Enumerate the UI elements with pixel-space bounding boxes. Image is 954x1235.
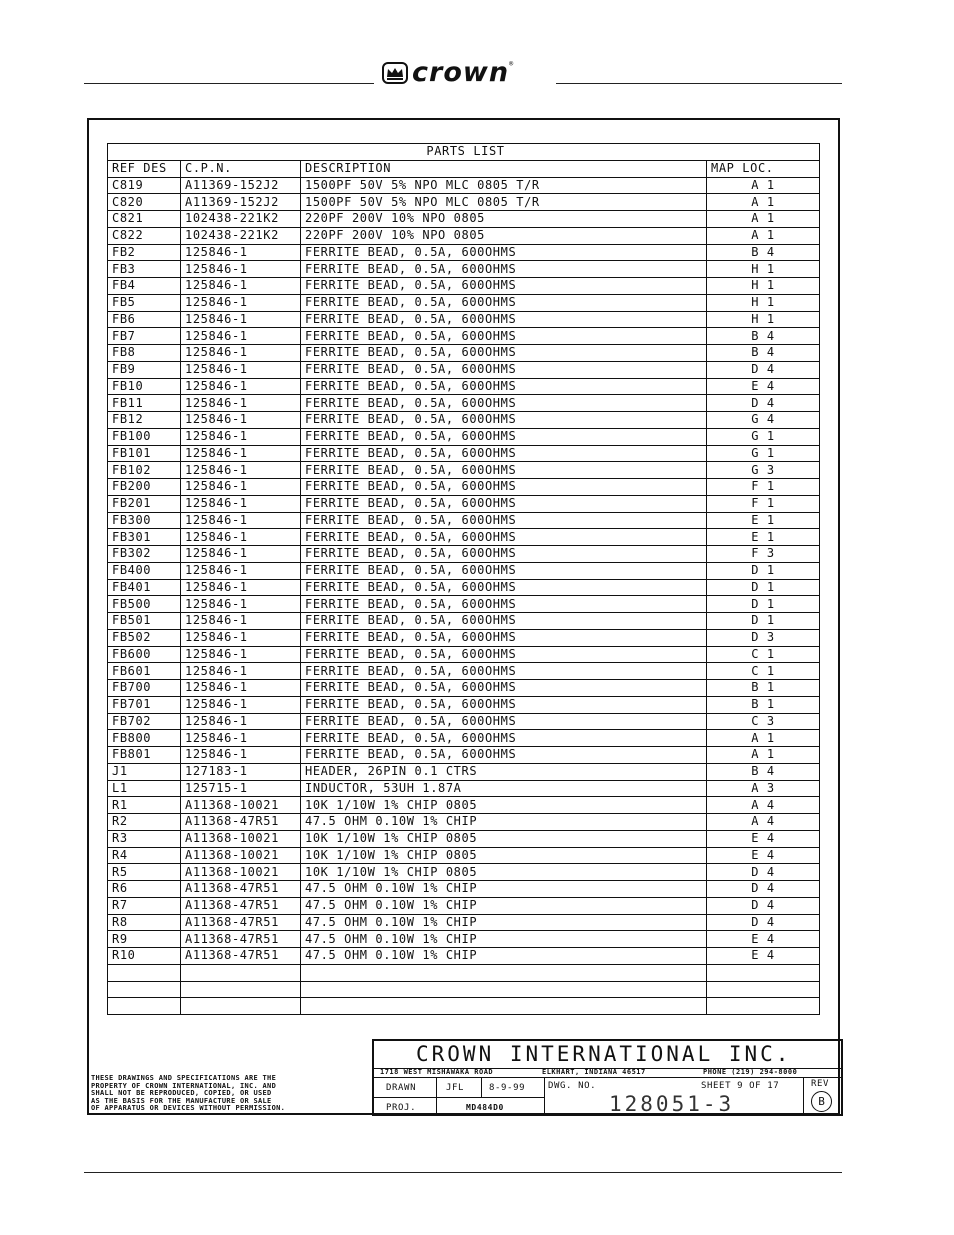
map-loc-cell: E 1 xyxy=(707,512,820,529)
table-row xyxy=(108,445,820,462)
map-loc-cell: G 4 xyxy=(707,412,820,429)
map-loc-cell: B 4 xyxy=(707,244,820,261)
ref-des-cell: C822 xyxy=(108,227,181,244)
cpn-cell: A11368-47R51 xyxy=(181,914,301,931)
description-cell: INDUCTOR, 53UH 1.87A xyxy=(301,780,707,797)
cpn-cell: 125846-1 xyxy=(181,646,301,663)
cpn-cell: A11368-47R51 xyxy=(181,814,301,831)
ref-des-cell: FB200 xyxy=(108,479,181,496)
cpn-cell: A11368-10021 xyxy=(181,797,301,814)
map-loc-cell: D 4 xyxy=(707,395,820,412)
cpn-cell: 125846-1 xyxy=(181,629,301,646)
map-loc-cell: B 1 xyxy=(707,680,820,697)
dwg-no-label: DWG. NO. xyxy=(548,1081,597,1091)
map-loc-cell xyxy=(707,964,820,981)
table-row xyxy=(108,931,820,948)
cpn-cell: 125846-1 xyxy=(181,311,301,328)
company-city: ELKHART, INDIANA 46517 xyxy=(542,1068,646,1076)
column-header-cpn: C.P.N. xyxy=(181,160,301,177)
footer-rule xyxy=(84,1172,842,1173)
table-row xyxy=(108,830,820,847)
map-loc-cell: D 1 xyxy=(707,579,820,596)
ref-des-cell: R3 xyxy=(108,830,181,847)
ref-des-cell: FB302 xyxy=(108,546,181,563)
ref-des-cell: FB500 xyxy=(108,596,181,613)
cpn-cell: 102438-221K2 xyxy=(181,211,301,228)
description-cell: 1500PF 50V 5% NPO MLC 0805 T/R xyxy=(301,177,707,194)
description-cell: FERRITE BEAD, 0.5A, 600OHMS xyxy=(301,696,707,713)
cpn-cell: 125846-1 xyxy=(181,579,301,596)
ref-des-cell: FB701 xyxy=(108,696,181,713)
ref-des-cell: R1 xyxy=(108,797,181,814)
cpn-cell: 125846-1 xyxy=(181,680,301,697)
table-row xyxy=(108,177,820,194)
ref-des-cell: FB601 xyxy=(108,663,181,680)
table-row xyxy=(108,747,820,764)
table-row xyxy=(108,227,820,244)
description-cell: FERRITE BEAD, 0.5A, 600OHMS xyxy=(301,462,707,479)
ref-des-cell: FB501 xyxy=(108,613,181,630)
ref-des-cell: R7 xyxy=(108,897,181,914)
map-loc-cell: G 3 xyxy=(707,462,820,479)
proprietary-notice xyxy=(91,1075,361,1113)
table-row xyxy=(108,981,820,998)
table-row xyxy=(108,328,820,345)
map-loc-cell: D 1 xyxy=(707,613,820,630)
map-loc-cell: E 4 xyxy=(707,931,820,948)
drawing-number: 128051-3 xyxy=(609,1092,735,1116)
table-row xyxy=(108,512,820,529)
description-cell: FERRITE BEAD, 0.5A, 600OHMS xyxy=(301,445,707,462)
description-cell xyxy=(301,964,707,981)
description-cell: FERRITE BEAD, 0.5A, 600OHMS xyxy=(301,345,707,362)
table-row xyxy=(108,596,820,613)
crown-logo xyxy=(382,57,514,88)
map-loc-cell: D 1 xyxy=(707,562,820,579)
cpn-cell: 125846-1 xyxy=(181,713,301,730)
cpn-cell: A11368-47R51 xyxy=(181,897,301,914)
title-block-divider xyxy=(436,1077,437,1097)
drawn-by: JFL xyxy=(446,1083,465,1093)
description-cell: FERRITE BEAD, 0.5A, 600OHMS xyxy=(301,428,707,445)
description-cell: FERRITE BEAD, 0.5A, 600OHMS xyxy=(301,663,707,680)
description-cell: FERRITE BEAD, 0.5A, 600OHMS xyxy=(301,646,707,663)
table-row xyxy=(108,780,820,797)
map-loc-cell: A 4 xyxy=(707,797,820,814)
brand-name: crown xyxy=(412,57,510,88)
ref-des-cell: FB101 xyxy=(108,445,181,462)
description-cell: 1500PF 50V 5% NPO MLC 0805 T/R xyxy=(301,194,707,211)
cpn-cell: 125846-1 xyxy=(181,462,301,479)
description-cell: FERRITE BEAD, 0.5A, 600OHMS xyxy=(301,680,707,697)
cpn-cell: 125846-1 xyxy=(181,663,301,680)
cpn-cell: 125846-1 xyxy=(181,596,301,613)
table-row xyxy=(108,680,820,697)
ref-des-cell: FB8 xyxy=(108,345,181,362)
ref-des-cell: FB100 xyxy=(108,428,181,445)
cpn-cell: 125846-1 xyxy=(181,294,301,311)
description-cell: FERRITE BEAD, 0.5A, 600OHMS xyxy=(301,596,707,613)
table-row xyxy=(108,294,820,311)
parts-list-title: PARTS LIST xyxy=(108,144,820,161)
map-loc-cell: D 1 xyxy=(707,596,820,613)
description-cell: 10K 1/10W 1% CHIP 0805 xyxy=(301,847,707,864)
ref-des-cell: R10 xyxy=(108,948,181,965)
cpn-cell: A11368-47R51 xyxy=(181,948,301,965)
notice-line: SHALL NOT BE REPRODUCED, COPIED, OR USED xyxy=(91,1089,272,1098)
description-cell: FERRITE BEAD, 0.5A, 600OHMS xyxy=(301,730,707,747)
description-cell: FERRITE BEAD, 0.5A, 600OHMS xyxy=(301,512,707,529)
ref-des-cell: FB502 xyxy=(108,629,181,646)
ref-des-cell: R2 xyxy=(108,814,181,831)
map-loc-cell: E 4 xyxy=(707,378,820,395)
table-row xyxy=(108,964,820,981)
cpn-cell: 125846-1 xyxy=(181,445,301,462)
table-row xyxy=(108,646,820,663)
cpn-cell: A11369-152J2 xyxy=(181,177,301,194)
table-row xyxy=(108,479,820,496)
map-loc-cell: C 1 xyxy=(707,646,820,663)
ref-des-cell: R6 xyxy=(108,881,181,898)
ref-des-cell: FB6 xyxy=(108,311,181,328)
cpn-cell: 125846-1 xyxy=(181,278,301,295)
ref-des-cell: FB3 xyxy=(108,261,181,278)
map-loc-cell: D 4 xyxy=(707,881,820,898)
table-row xyxy=(108,763,820,780)
ref-des-cell: R8 xyxy=(108,914,181,931)
map-loc-cell xyxy=(707,981,820,998)
notice-line: THESE DRAWINGS AND SPECIFICATIONS ARE THE xyxy=(91,1074,277,1082)
drawn-date: 8-9-99 xyxy=(489,1083,526,1093)
map-loc-cell: E 4 xyxy=(707,847,820,864)
table-row xyxy=(108,428,820,445)
proj-label: PROJ. xyxy=(386,1103,417,1113)
description-cell: FERRITE BEAD, 0.5A, 600OHMS xyxy=(301,361,707,378)
map-loc-cell: E 4 xyxy=(707,830,820,847)
title-block-divider xyxy=(803,1077,804,1116)
ref-des-cell: FB300 xyxy=(108,512,181,529)
table-row xyxy=(108,730,820,747)
map-loc-cell: B 4 xyxy=(707,345,820,362)
parts-list-title-row xyxy=(108,144,820,161)
description-cell xyxy=(301,981,707,998)
parts-list-table xyxy=(107,143,820,1015)
parts-list-header-row xyxy=(108,160,820,177)
ref-des-cell xyxy=(108,981,181,998)
cpn-cell: A11369-152J2 xyxy=(181,194,301,211)
map-loc-cell: B 1 xyxy=(707,696,820,713)
map-loc-cell: G 1 xyxy=(707,428,820,445)
description-cell: 47.5 OHM 0.10W 1% CHIP xyxy=(301,881,707,898)
cpn-cell xyxy=(181,981,301,998)
company-phone: PHONE (219) 294-8000 xyxy=(703,1068,798,1076)
cpn-cell: 125846-1 xyxy=(181,378,301,395)
ref-des-cell: FB801 xyxy=(108,747,181,764)
ref-des-cell: FB9 xyxy=(108,361,181,378)
map-loc-cell: E 4 xyxy=(707,948,820,965)
ref-des-cell: FB301 xyxy=(108,529,181,546)
ref-des-cell: FB7 xyxy=(108,328,181,345)
cpn-cell: 125846-1 xyxy=(181,546,301,563)
revision-circle: B xyxy=(811,1091,832,1112)
table-row xyxy=(108,613,820,630)
crown-icon xyxy=(382,62,408,84)
map-loc-cell: H 1 xyxy=(707,261,820,278)
table-row xyxy=(108,864,820,881)
cpn-cell: 125846-1 xyxy=(181,512,301,529)
table-row xyxy=(108,797,820,814)
cpn-cell: A11368-47R51 xyxy=(181,881,301,898)
table-row xyxy=(108,395,820,412)
cpn-cell: 127183-1 xyxy=(181,763,301,780)
ref-des-cell: FB401 xyxy=(108,579,181,596)
ref-des-cell: FB10 xyxy=(108,378,181,395)
title-block-divider xyxy=(481,1077,482,1097)
map-loc-cell: D 4 xyxy=(707,864,820,881)
ref-des-cell: FB702 xyxy=(108,713,181,730)
description-cell: FERRITE BEAD, 0.5A, 600OHMS xyxy=(301,328,707,345)
company-address: 1718 WEST MISHAWAKA ROAD xyxy=(380,1068,494,1076)
description-cell: FERRITE BEAD, 0.5A, 600OHMS xyxy=(301,261,707,278)
table-row xyxy=(108,897,820,914)
cpn-cell: 125846-1 xyxy=(181,747,301,764)
description-cell: FERRITE BEAD, 0.5A, 600OHMS xyxy=(301,244,707,261)
map-loc-cell: D 4 xyxy=(707,897,820,914)
table-row xyxy=(108,378,820,395)
table-row xyxy=(108,562,820,579)
ref-des-cell: C820 xyxy=(108,194,181,211)
ref-des-cell: FB800 xyxy=(108,730,181,747)
map-loc-cell: A 1 xyxy=(707,194,820,211)
table-row xyxy=(108,579,820,596)
description-cell: HEADER, 26PIN 0.1 CTRS xyxy=(301,763,707,780)
title-block-divider xyxy=(374,1077,841,1078)
table-row xyxy=(108,663,820,680)
description-cell: FERRITE BEAD, 0.5A, 600OHMS xyxy=(301,546,707,563)
table-row xyxy=(108,311,820,328)
map-loc-cell: H 1 xyxy=(707,278,820,295)
cpn-cell: 125846-1 xyxy=(181,261,301,278)
column-header-map-loc: MAP LOC. xyxy=(707,160,820,177)
cpn-cell: 125846-1 xyxy=(181,428,301,445)
table-row xyxy=(108,261,820,278)
table-row xyxy=(108,412,820,429)
project-number: MD484D0 xyxy=(466,1103,504,1112)
cpn-cell xyxy=(181,964,301,981)
table-row xyxy=(108,361,820,378)
map-loc-cell: A 1 xyxy=(707,730,820,747)
cpn-cell: 125846-1 xyxy=(181,328,301,345)
cpn-cell: 125846-1 xyxy=(181,479,301,496)
description-cell: 47.5 OHM 0.10W 1% CHIP xyxy=(301,931,707,948)
description-cell: 10K 1/10W 1% CHIP 0805 xyxy=(301,864,707,881)
map-loc-cell: F 3 xyxy=(707,546,820,563)
description-cell: FERRITE BEAD, 0.5A, 600OHMS xyxy=(301,412,707,429)
ref-des-cell: FB400 xyxy=(108,562,181,579)
table-row xyxy=(108,546,820,563)
description-cell: 10K 1/10W 1% CHIP 0805 xyxy=(301,797,707,814)
column-header-ref-des: REF DES xyxy=(108,160,181,177)
title-block-divider xyxy=(436,1097,437,1116)
ref-des-cell: FB5 xyxy=(108,294,181,311)
cpn-cell: 125846-1 xyxy=(181,345,301,362)
map-loc-cell: A 1 xyxy=(707,177,820,194)
drawn-label: DRAWN xyxy=(386,1083,417,1093)
map-loc-cell: B 4 xyxy=(707,763,820,780)
map-loc-cell xyxy=(707,998,820,1015)
ref-des-cell: FB4 xyxy=(108,278,181,295)
map-loc-cell: A 3 xyxy=(707,780,820,797)
map-loc-cell: A 4 xyxy=(707,814,820,831)
description-cell: FERRITE BEAD, 0.5A, 600OHMS xyxy=(301,378,707,395)
ref-des-cell xyxy=(108,964,181,981)
column-header-description: DESCRIPTION xyxy=(301,160,707,177)
table-row xyxy=(108,278,820,295)
ref-des-cell: J1 xyxy=(108,763,181,780)
registered-mark: ® xyxy=(509,60,514,68)
map-loc-cell: B 4 xyxy=(707,328,820,345)
description-cell: FERRITE BEAD, 0.5A, 600OHMS xyxy=(301,579,707,596)
description-cell: FERRITE BEAD, 0.5A, 600OHMS xyxy=(301,395,707,412)
ref-des-cell: FB201 xyxy=(108,495,181,512)
table-row xyxy=(108,814,820,831)
ref-des-cell xyxy=(108,998,181,1015)
map-loc-cell: D 3 xyxy=(707,629,820,646)
table-row xyxy=(108,194,820,211)
ref-des-cell: C821 xyxy=(108,211,181,228)
table-row xyxy=(108,629,820,646)
ref-des-cell: FB600 xyxy=(108,646,181,663)
cpn-cell: 125846-1 xyxy=(181,529,301,546)
description-cell: 47.5 OHM 0.10W 1% CHIP xyxy=(301,914,707,931)
table-row xyxy=(108,696,820,713)
ref-des-cell: FB102 xyxy=(108,462,181,479)
cpn-cell: 125846-1 xyxy=(181,562,301,579)
description-cell: 10K 1/10W 1% CHIP 0805 xyxy=(301,830,707,847)
title-block xyxy=(372,1039,843,1116)
description-cell: 47.5 OHM 0.10W 1% CHIP xyxy=(301,948,707,965)
description-cell: FERRITE BEAD, 0.5A, 600OHMS xyxy=(301,294,707,311)
description-cell: 220PF 200V 10% NPO 0805 xyxy=(301,211,707,228)
map-loc-cell: A 1 xyxy=(707,227,820,244)
ref-des-cell: FB2 xyxy=(108,244,181,261)
ref-des-cell: R4 xyxy=(108,847,181,864)
header-rule-left xyxy=(84,83,374,84)
cpn-cell: 125846-1 xyxy=(181,730,301,747)
description-cell: FERRITE BEAD, 0.5A, 600OHMS xyxy=(301,747,707,764)
description-cell: 47.5 OHM 0.10W 1% CHIP xyxy=(301,897,707,914)
map-loc-cell: F 1 xyxy=(707,495,820,512)
rev-label: REV xyxy=(811,1079,830,1089)
cpn-cell: 125846-1 xyxy=(181,412,301,429)
map-loc-cell: E 1 xyxy=(707,529,820,546)
cpn-cell: 125846-1 xyxy=(181,613,301,630)
cpn-cell: A11368-10021 xyxy=(181,864,301,881)
cpn-cell: 125846-1 xyxy=(181,361,301,378)
description-cell: FERRITE BEAD, 0.5A, 600OHMS xyxy=(301,311,707,328)
table-row xyxy=(108,529,820,546)
description-cell: FERRITE BEAD, 0.5A, 600OHMS xyxy=(301,529,707,546)
description-cell: FERRITE BEAD, 0.5A, 600OHMS xyxy=(301,479,707,496)
sheet-number: SHEET 9 OF 17 xyxy=(701,1081,780,1091)
description-cell: FERRITE BEAD, 0.5A, 600OHMS xyxy=(301,278,707,295)
table-row xyxy=(108,847,820,864)
cpn-cell: A11368-10021 xyxy=(181,847,301,864)
ref-des-cell: FB12 xyxy=(108,412,181,429)
ref-des-cell: R9 xyxy=(108,931,181,948)
description-cell: FERRITE BEAD, 0.5A, 600OHMS xyxy=(301,562,707,579)
header-rule-right xyxy=(556,83,842,84)
table-row xyxy=(108,345,820,362)
map-loc-cell: C 3 xyxy=(707,713,820,730)
description-cell xyxy=(301,998,707,1015)
description-cell: FERRITE BEAD, 0.5A, 600OHMS xyxy=(301,629,707,646)
cpn-cell: A11368-47R51 xyxy=(181,931,301,948)
ref-des-cell: C819 xyxy=(108,177,181,194)
table-row xyxy=(108,211,820,228)
notice-line: PROPERTY OF CROWN INTERNATIONAL, INC. AND xyxy=(91,1081,277,1090)
cpn-cell: 125846-1 xyxy=(181,395,301,412)
cpn-cell: 125846-1 xyxy=(181,696,301,713)
map-loc-cell: G 1 xyxy=(707,445,820,462)
ref-des-cell: R5 xyxy=(108,864,181,881)
description-cell: 47.5 OHM 0.10W 1% CHIP xyxy=(301,814,707,831)
cpn-cell: 102438-221K2 xyxy=(181,227,301,244)
table-row xyxy=(108,998,820,1015)
table-row xyxy=(108,948,820,965)
map-loc-cell: A 1 xyxy=(707,747,820,764)
table-row xyxy=(108,713,820,730)
cpn-cell: 125846-1 xyxy=(181,244,301,261)
map-loc-cell: H 1 xyxy=(707,294,820,311)
map-loc-cell: D 4 xyxy=(707,914,820,931)
map-loc-cell: A 1 xyxy=(707,211,820,228)
notice-line: OF APPARATUS OR DEVICES WITHOUT PERMISSION. xyxy=(91,1104,286,1113)
table-row xyxy=(108,244,820,261)
description-cell: 220PF 200V 10% NPO 0805 xyxy=(301,227,707,244)
map-loc-cell: H 1 xyxy=(707,311,820,328)
description-cell: FERRITE BEAD, 0.5A, 600OHMS xyxy=(301,713,707,730)
title-block-divider xyxy=(374,1097,544,1098)
ref-des-cell: L1 xyxy=(108,780,181,797)
description-cell: FERRITE BEAD, 0.5A, 600OHMS xyxy=(301,495,707,512)
ref-des-cell: FB700 xyxy=(108,680,181,697)
table-row xyxy=(108,462,820,479)
table-row xyxy=(108,881,820,898)
table-row xyxy=(108,914,820,931)
cpn-cell: 125715-1 xyxy=(181,780,301,797)
ref-des-cell: FB11 xyxy=(108,395,181,412)
cpn-cell: 125846-1 xyxy=(181,495,301,512)
title-block-divider xyxy=(544,1077,545,1116)
description-cell: FERRITE BEAD, 0.5A, 600OHMS xyxy=(301,613,707,630)
cpn-cell xyxy=(181,998,301,1015)
notice-line: AS THE BASIS FOR THE MANUFACTURE OR SALE xyxy=(91,1096,272,1105)
map-loc-cell: D 4 xyxy=(707,361,820,378)
cpn-cell: A11368-10021 xyxy=(181,830,301,847)
map-loc-cell: C 1 xyxy=(707,663,820,680)
company-name: CROWN INTERNATIONAL INC. xyxy=(416,1042,792,1066)
map-loc-cell: F 1 xyxy=(707,479,820,496)
table-row xyxy=(108,495,820,512)
